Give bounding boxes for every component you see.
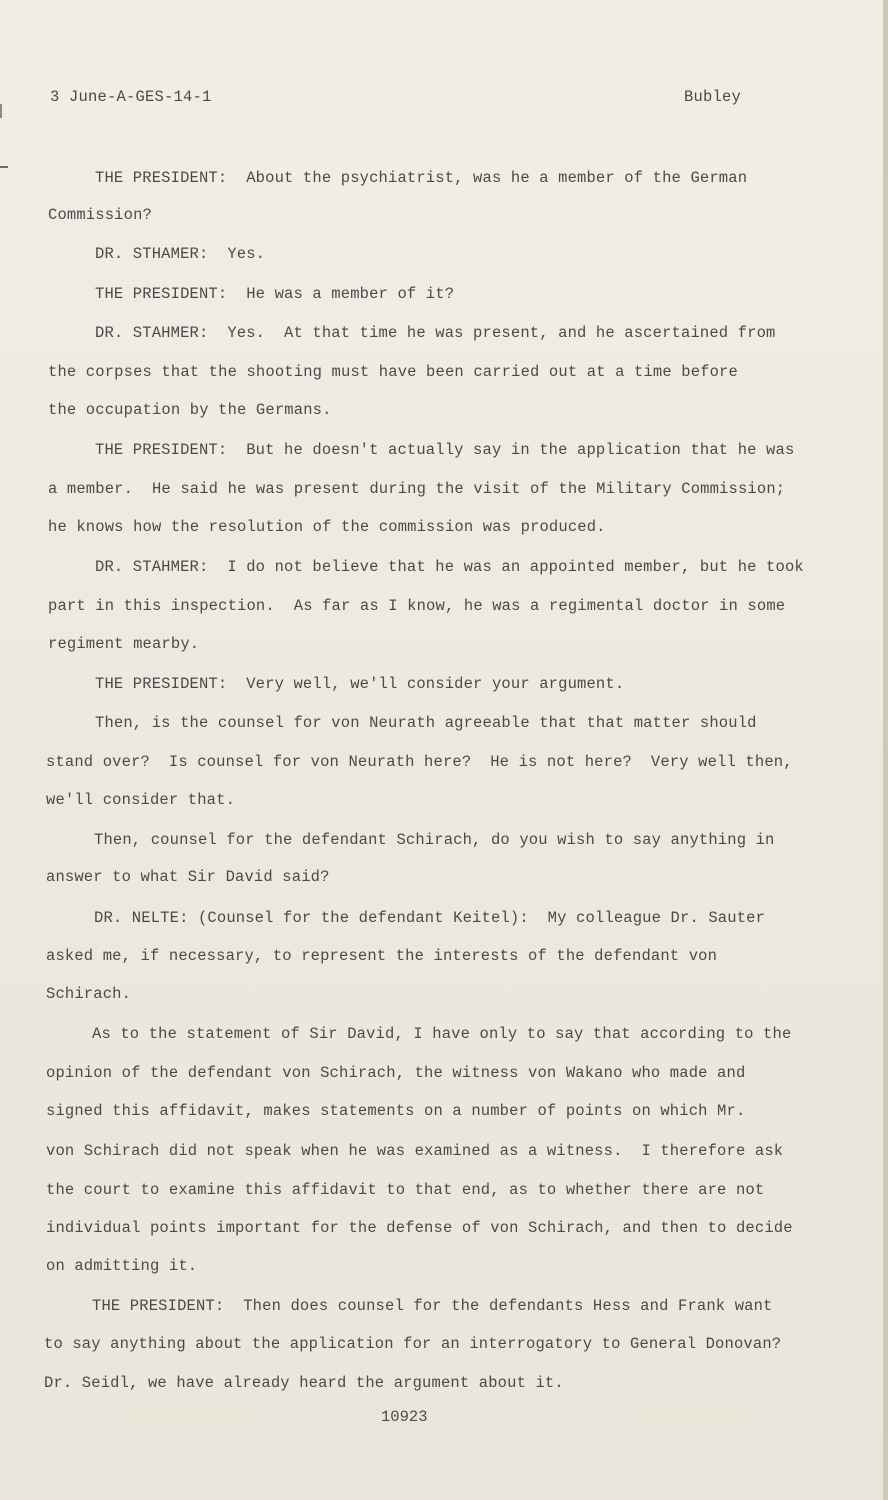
transcript-line: THE PRESIDENT: Then does counsel for the defendants Hess and Frank want [92, 1297, 773, 1315]
transcript-line: on admitting it. [46, 1257, 198, 1275]
page-number: 10923 [381, 1408, 428, 1426]
transcript-line: THE PRESIDENT: He was a member of it? [95, 285, 455, 303]
transcript-line: THE PRESIDENT: But he doesn't actually say in the application that he was [95, 441, 795, 459]
transcript-line: Then, is the counsel for von Neurath agreeable that that matter should [95, 714, 757, 732]
transcript-line: DR. STAHMER: I do not believe that he was an appointed member, but he took [95, 558, 804, 576]
transcript-line: THE PRESIDENT: About the psychiatrist, was he a member of the German [95, 169, 748, 187]
transcript-line: regiment mearby. [48, 635, 200, 653]
page-edge [883, 0, 888, 1500]
transcript-line: a member. He said he was present during the visit of the Military Commission; [48, 480, 786, 498]
transcript-line: DR. STHAMER: Yes. [95, 245, 266, 263]
transcript-line: THE PRESIDENT: Very well, we'll consider your argument. [95, 675, 625, 693]
transcript-line: we'll consider that. [46, 791, 236, 809]
transcript-line: individual points important for the defense of von Schirach, and then to decide [46, 1219, 793, 1237]
transcript-line: DR. STAHMER: Yes. At that time he was present, and he ascertained from [95, 324, 776, 342]
transcript-line: signed this affidavit, makes statements on a number of points on which Mr. [46, 1102, 746, 1120]
transcript-line: he knows how the resolution of the commission was produced. [48, 518, 606, 536]
transcript-line: Commission? [48, 206, 152, 224]
transcript-line: the corpses that the shooting must have been carried out at a time before [48, 363, 738, 381]
transcript-line: opinion of the defendant von Schirach, the witness von Wakano who made and [46, 1064, 746, 1082]
transcript-line: DR. NELTE: (Counsel for the defendant Keitel): My colleague Dr. Sauter [94, 909, 766, 927]
document-reference: 3 June-A-GES-14-1 [50, 88, 212, 106]
margin-mark [0, 166, 8, 168]
transcript-line: answer to what Sir David said? [46, 868, 330, 886]
transcript-line: stand over? Is counsel for von Neurath here? He is not here? Very well then, [46, 753, 793, 771]
transcript-line: Schirach. [46, 985, 132, 1003]
margin-mark [0, 104, 2, 118]
transcript-line: the court to examine this affidavit to that end, as to whether there are not [46, 1181, 765, 1199]
transcript-line: von Schirach did not speak when he was examined as a witness. I therefore ask [46, 1142, 784, 1160]
transcript-line: Then, counsel for the defendant Schirach, do you wish to say anything in [94, 831, 775, 849]
transcript-line: part in this inspection. As far as I know, he was a regimental doctor in some [48, 597, 786, 615]
reporter-name: Bubley [684, 88, 742, 106]
transcript-line: As to the statement of Sir David, I have only to say that according to the [92, 1025, 792, 1043]
transcript-line: the occupation by the Germans. [48, 401, 332, 419]
transcript-line: asked me, if necessary, to represent the interests of the defendant von [46, 947, 718, 965]
transcript-line: to say anything about the application for an interrogatory to General Donovan? [44, 1335, 782, 1353]
transcript-line: Dr. Seidl, we have already heard the argument about it. [44, 1374, 564, 1392]
